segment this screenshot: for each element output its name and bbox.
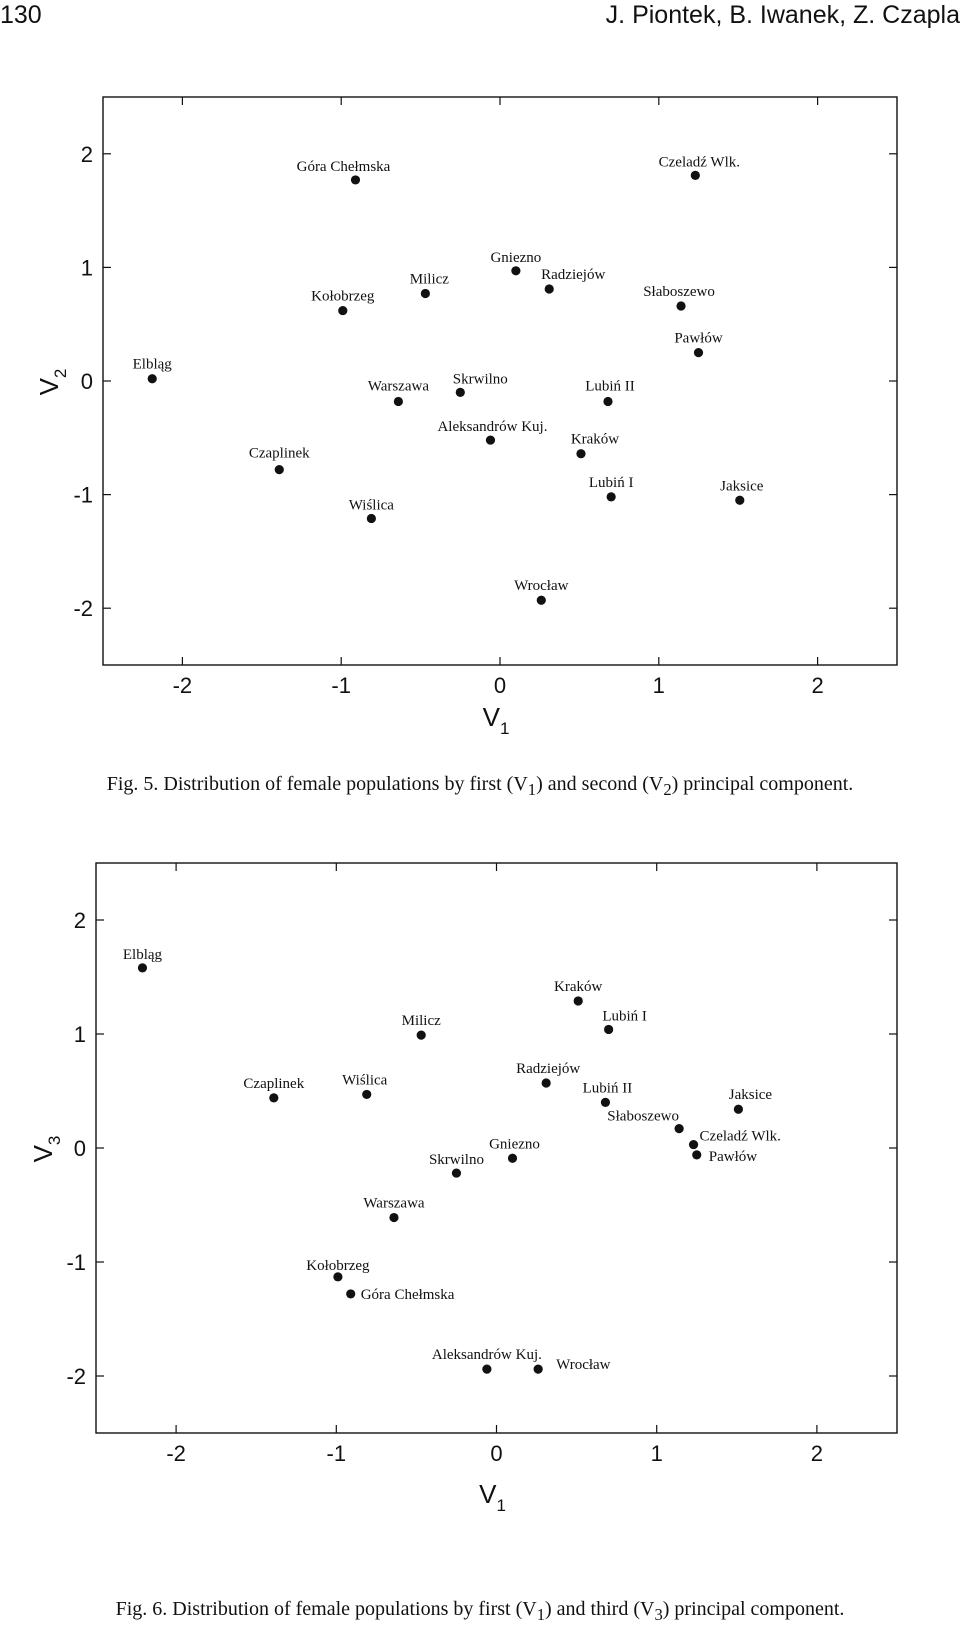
x-tick-label: 0	[493, 673, 507, 698]
data-point-label: Wiślica	[342, 1072, 388, 1089]
y-tick-label: 2	[80, 141, 93, 167]
data-point	[148, 374, 157, 383]
data-point	[542, 1078, 551, 1087]
running-header-authors: J. Piontek, B. Iwanek, Z. Czapla	[605, 1, 960, 29]
data-point-label: Aleksandrów Kuj.	[431, 1347, 542, 1364]
data-point-label: Lubiń I	[602, 1008, 647, 1025]
data-point	[734, 1105, 743, 1114]
data-point-label: Skrwilno	[428, 1152, 484, 1169]
x-tick-label: -2	[166, 1441, 186, 1466]
data-point	[735, 496, 744, 505]
y-tick-label: 1	[80, 255, 93, 281]
data-point	[351, 175, 360, 184]
figure-5-caption	[0, 773, 960, 800]
data-point-label: Radziejów	[516, 1061, 581, 1078]
x-tick-label: 0	[490, 1441, 503, 1466]
data-point-label: Milicz	[409, 271, 449, 288]
caption-subscript: 2	[663, 780, 672, 799]
data-point	[456, 388, 465, 397]
data-point	[607, 492, 616, 501]
x-axis-label: $V_1$	[479, 1479, 506, 1515]
data-point	[689, 1140, 698, 1149]
data-point-label: Czeladź Wlk.	[658, 154, 741, 171]
data-point	[138, 963, 147, 972]
y-tick-label: 2	[73, 908, 86, 933]
figure-6-caption	[0, 1598, 960, 1625]
data-point	[675, 1124, 684, 1133]
data-point-label: Jaksice	[728, 1087, 773, 1104]
caption-text: ) principal component.	[662, 1598, 845, 1620]
data-point-label: Wiślica	[348, 497, 394, 514]
x-tick-label: 2	[811, 673, 824, 698]
data-point-label: Góra Chełmska	[360, 1286, 455, 1303]
data-point-label: Słaboszewo	[643, 284, 715, 301]
data-point	[511, 266, 520, 275]
caption-text: ) and second (V	[536, 773, 664, 795]
y-axis-label: $V_2$	[34, 368, 70, 396]
data-point-label: Elbląg	[122, 946, 163, 963]
data-point-label: Warszawa	[363, 1195, 425, 1212]
data-point	[534, 1365, 543, 1374]
caption-text: ) and third (V	[545, 1598, 655, 1620]
data-point-label: Kraków	[570, 431, 620, 448]
caption-subscript: 3	[654, 1605, 663, 1624]
data-point	[269, 1093, 278, 1102]
data-point	[482, 1365, 491, 1374]
x-tick-label: -1	[326, 1441, 347, 1466]
data-point-label: Pawłów	[674, 330, 723, 347]
data-point	[694, 348, 703, 357]
data-point	[394, 397, 403, 406]
y-tick-label: -1	[73, 482, 93, 508]
data-point-label: Lubiń I	[588, 474, 634, 491]
y-tick-label: 0	[73, 1136, 86, 1161]
data-point-label: Milicz	[401, 1013, 441, 1030]
data-point	[338, 306, 347, 315]
data-point-label: Jaksice	[720, 478, 764, 495]
scatter-plot-v1-v3	[0, 860, 960, 1580]
data-point-label: Radziejów	[541, 266, 606, 283]
data-point	[421, 289, 430, 298]
data-point-label: Skrwilno	[452, 371, 508, 388]
y-axis-label: $V_3$	[28, 1135, 64, 1163]
data-point-label: Kraków	[554, 978, 603, 995]
data-point-label: Gniezno	[489, 1136, 540, 1153]
data-point-label: Gniezno	[490, 249, 542, 266]
data-point-label: Aleksandrów Kuj.	[437, 419, 548, 436]
data-point	[676, 301, 685, 310]
data-point	[692, 1150, 701, 1159]
data-point-label: Kołobrzeg	[311, 288, 375, 305]
data-point-label: Pawłów	[708, 1148, 758, 1165]
data-point-label: Lubiń II	[582, 1080, 633, 1097]
data-point	[537, 596, 546, 605]
data-point	[574, 996, 583, 1005]
y-tick-label: 0	[80, 369, 93, 394]
data-point	[362, 1090, 371, 1099]
data-point	[346, 1289, 355, 1298]
data-point-label: Słaboszewo	[607, 1108, 679, 1125]
data-point	[389, 1213, 398, 1222]
data-point-label: Góra Chełmska	[296, 158, 391, 175]
scatter-plot-v1-v2	[0, 0, 960, 810]
data-point-label: Lubiń II	[585, 378, 635, 395]
data-point-label: Czaplinek	[243, 1075, 305, 1092]
data-point-label: Warszawa	[367, 378, 430, 395]
page-number: 130	[0, 1, 42, 29]
caption-subscript: 1	[536, 1605, 546, 1624]
data-point-label: Wrocław	[514, 578, 569, 595]
data-point	[691, 171, 700, 180]
data-point	[603, 397, 612, 406]
data-point	[576, 449, 585, 458]
caption-subscript: 1	[527, 780, 537, 799]
data-point	[545, 284, 554, 293]
y-tick-label: 1	[73, 1022, 86, 1047]
data-point	[508, 1154, 517, 1163]
x-tick-label: -2	[172, 673, 193, 698]
data-point	[275, 465, 284, 474]
data-point	[417, 1031, 426, 1040]
data-point	[601, 1098, 610, 1107]
y-tick-label: -1	[66, 1250, 86, 1275]
x-axis-label: $V_1$	[482, 702, 510, 738]
data-point-label: Czeladź Wlk.	[699, 1128, 781, 1145]
data-point	[604, 1025, 613, 1034]
data-point	[367, 514, 376, 523]
caption-text: Fig. 6. Distribution of female populations by first (V	[115, 1598, 537, 1620]
data-point	[452, 1168, 461, 1177]
x-tick-label: 1	[650, 1441, 663, 1466]
x-tick-label: 2	[810, 1441, 824, 1466]
data-point-label: Elbląg	[132, 356, 172, 373]
data-point	[486, 435, 495, 444]
data-point-label: Kołobrzeg	[306, 1257, 370, 1274]
caption-text: Fig. 5. Distribution of female populations by first (V	[106, 773, 528, 795]
x-tick-label: 1	[652, 673, 665, 698]
data-point-label: Wrocław	[556, 1357, 611, 1374]
y-tick-label: -2	[66, 1364, 86, 1389]
data-point-label: Czaplinek	[248, 445, 310, 462]
x-tick-label: -1	[331, 673, 351, 698]
y-tick-label: -2	[73, 596, 93, 622]
caption-text: ) principal component.	[671, 773, 854, 795]
